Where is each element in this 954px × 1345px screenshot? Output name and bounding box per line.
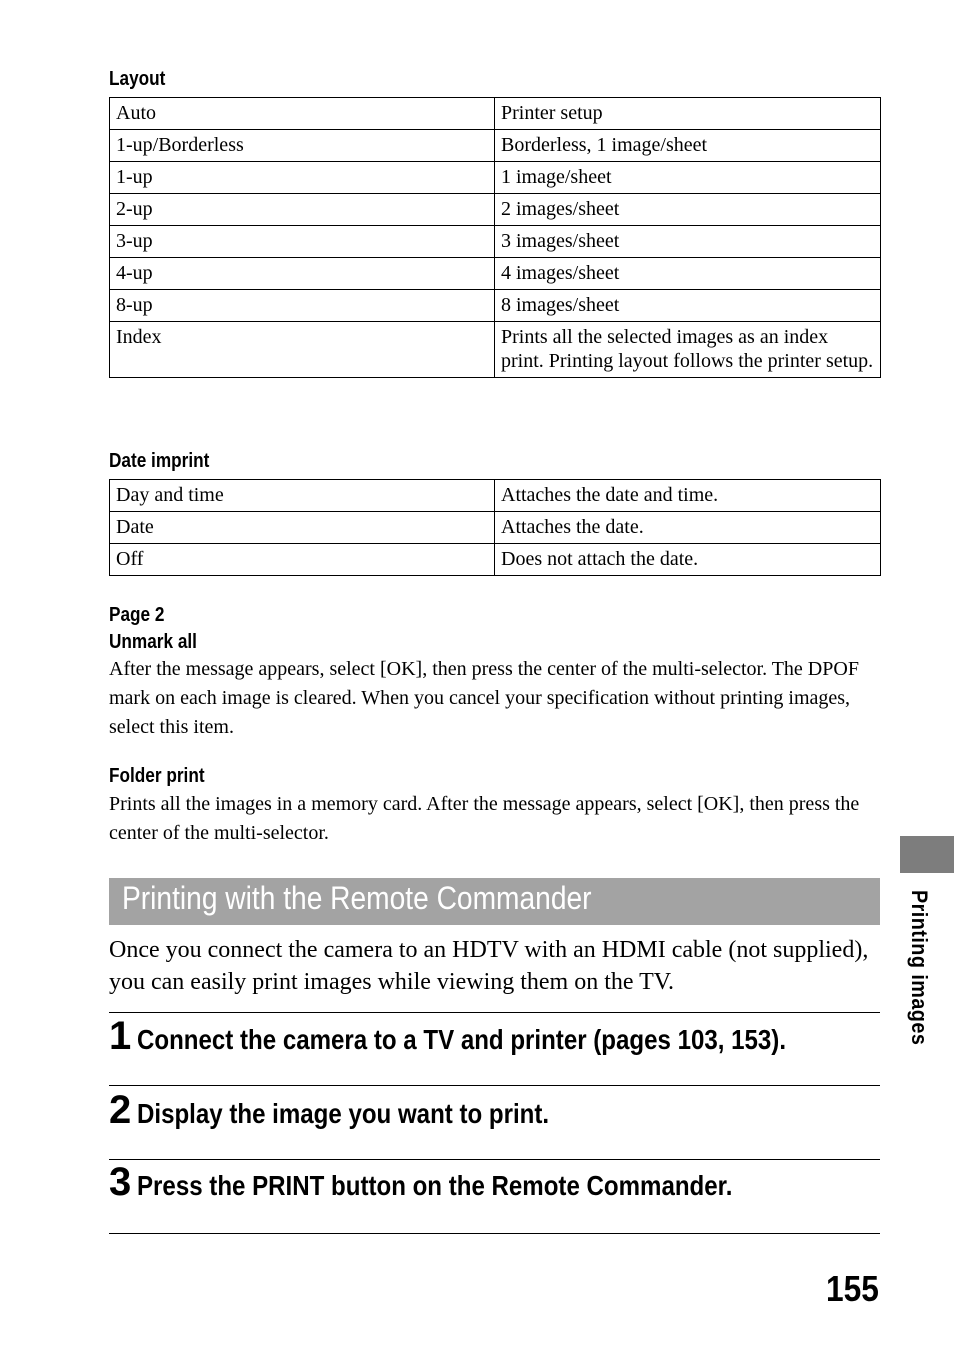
table-cell: 2-up (110, 194, 495, 226)
chapter-label: Printing images (907, 890, 932, 1046)
folder-print-text: Prints all the images in a memory card. After the message appears, select [OK], then press the center of the multi-selector. (109, 793, 860, 844)
table-cell: 1-up/Borderless (110, 130, 495, 162)
step-2 (109, 1090, 616, 1130)
divider (109, 1085, 880, 1086)
divider (109, 1233, 880, 1234)
table-cell: 1-up (110, 162, 495, 194)
page-number: 155 (826, 1268, 879, 1309)
page2-heading: Page 2 (109, 604, 165, 626)
table-row (110, 544, 881, 576)
chapter-tab (900, 836, 954, 873)
table-cell: Attaches the date and time. (495, 480, 881, 512)
table-cell: 1 image/sheet (495, 162, 881, 194)
table-cell: 3 images/sheet (495, 226, 881, 258)
unmark-all-heading: Unmark all (109, 631, 197, 653)
table-row (110, 98, 881, 130)
table-cell: Does not attach the date. (495, 544, 881, 576)
table-row (110, 162, 881, 194)
table-cell: Date (110, 512, 495, 544)
table-cell: 3-up (110, 226, 495, 258)
table-cell: 2 images/sheet (495, 194, 881, 226)
date-imprint-table (109, 479, 881, 576)
step-number: 1 (109, 1014, 132, 1058)
step-number: 2 (109, 1088, 132, 1132)
table-row (110, 322, 881, 378)
section-intro: Once you connect the camera to an HDTV with an HDMI cable (not supplied), you can easily print images while viewing them on the TV. (109, 937, 869, 995)
table-cell: Prints all the selected images as an index print. Printing layout follows the printer setup. (495, 322, 881, 378)
table-row (110, 512, 881, 544)
table-cell: 8-up (110, 290, 495, 322)
step-number: 3 (109, 1160, 132, 1204)
table-cell: Index (110, 322, 495, 378)
table-cell: Off (110, 544, 495, 576)
table-row (110, 480, 881, 512)
table-row (110, 290, 881, 322)
table-cell: 8 images/sheet (495, 290, 881, 322)
table-cell: Printer setup (495, 98, 881, 130)
step-3 (109, 1162, 830, 1202)
step-text: Press the PRINT button on the Remote Commander. (137, 1170, 733, 1201)
section-title: Printing with the Remote Commander (122, 880, 592, 916)
unmark-all-text: After the message appears, select [OK], then press the center of the multi-selector. The DPOF mark on each image is cleared. When you cancel your specification without printing images, select this item. (109, 658, 859, 738)
table-cell: 4-up (110, 258, 495, 290)
table-row (110, 258, 881, 290)
table-cell: Auto (110, 98, 495, 130)
table-row (110, 130, 881, 162)
table-cell: 4 images/sheet (495, 258, 881, 290)
table-row (110, 226, 881, 258)
table-cell: Borderless, 1 image/sheet (495, 130, 881, 162)
table-cell: Day and time (110, 480, 495, 512)
date-imprint-heading: Date imprint (109, 450, 210, 472)
table-cell: Attaches the date. (495, 512, 881, 544)
layout-table (109, 97, 881, 378)
table-row (110, 194, 881, 226)
layout-heading: Layout (109, 68, 166, 90)
divider (109, 1012, 880, 1013)
folder-print-heading: Folder print (109, 765, 205, 787)
step-text: Connect the camera to a TV and printer (pages 103, 153). (137, 1024, 787, 1055)
divider (109, 1159, 880, 1160)
step-1 (109, 1016, 892, 1056)
step-text: Display the image you want to print. (137, 1098, 550, 1129)
